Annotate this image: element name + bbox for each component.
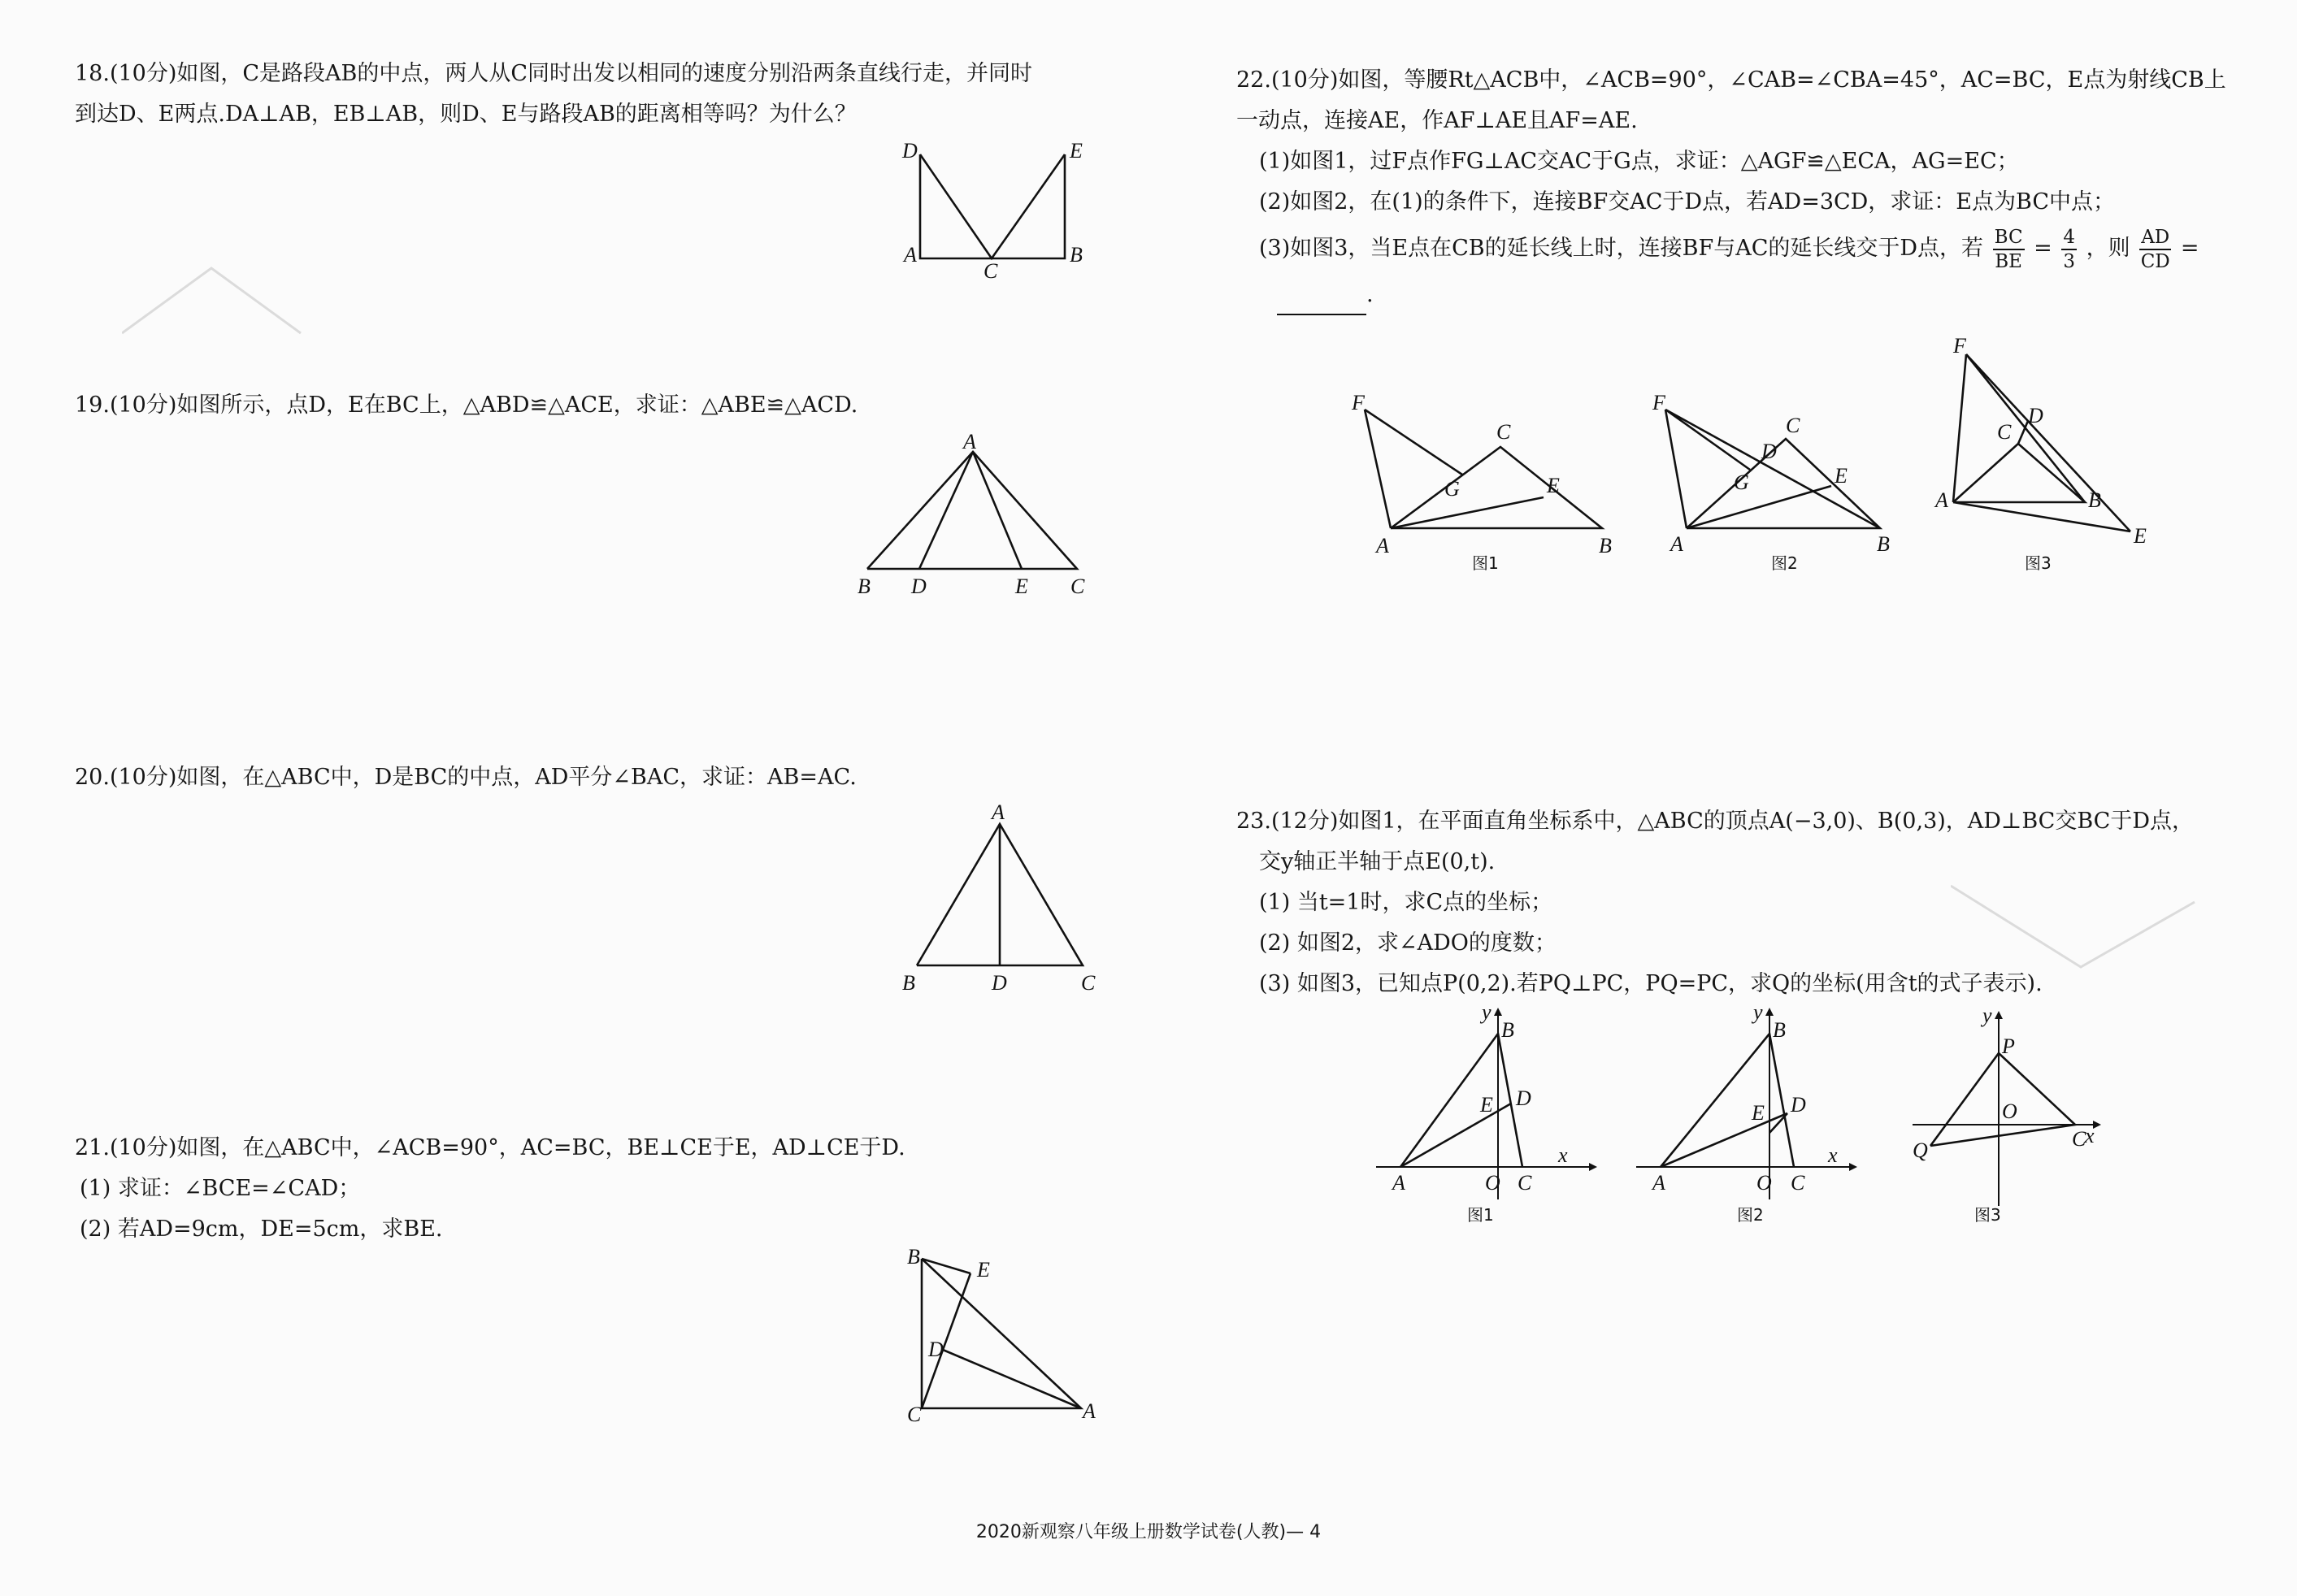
q18-line-2: 到达D、E两点.DA⊥AB，EB⊥AB，则D、E与路段AB的距离相等吗？为什么？	[75, 102, 857, 127]
q22-answer-blank-line	[1236, 275, 2226, 315]
q22-line-4: (2)如图2，在(1)的条件下，连接BF交AC于D点，若AD=3CD，求证：E点为BC中点；	[1259, 189, 2116, 215]
label-B: B	[902, 971, 915, 995]
equals-sign: =	[2034, 236, 2052, 261]
label-O: O	[2002, 1099, 2017, 1123]
q23-line-5: (3) 如图3，已知点P(0,2).若PQ⊥PC，PQ=PC，求Q的坐标(用含t的式子表示).	[1259, 971, 2043, 996]
q21-line-1: 21.(10分)如图，在△ABC中，∠ACB=90°，AC=BC，BE⊥CE于E，AD⊥CE于D.	[75, 1135, 905, 1160]
label-D: D	[2028, 404, 2043, 427]
q22-line-5	[1236, 223, 2226, 275]
caption-figure-1: 图1	[1467, 1205, 1494, 1225]
label-F: F	[1953, 334, 1966, 358]
fraction-denominator: 3	[2063, 250, 2075, 272]
fraction-bc-be	[1993, 226, 2025, 273]
label-G: G	[1444, 477, 1460, 501]
question-20	[75, 757, 857, 798]
equals-sign: =	[2180, 236, 2199, 261]
q22-figure-3	[1929, 333, 2173, 580]
blank-period: .	[1366, 282, 1374, 307]
q20-diagram	[902, 800, 1097, 995]
label-A: A	[904, 243, 917, 267]
label-E: E	[1752, 1101, 1765, 1125]
q18-figure	[902, 138, 1097, 283]
label-E: E	[977, 1258, 990, 1282]
label-C: C	[1786, 414, 1800, 437]
caption-figure-3: 图3	[1974, 1205, 2001, 1225]
label-E: E	[1015, 575, 1028, 598]
label-A: A	[1392, 1171, 1405, 1195]
fraction-denominator: CD	[2140, 250, 2170, 272]
q22-figure-1	[1352, 390, 1612, 580]
label-C: C	[983, 259, 998, 283]
label-O: O	[1756, 1171, 1772, 1195]
label-C: C	[1791, 1171, 1805, 1195]
caption-figure-2: 图2	[1737, 1205, 1764, 1225]
q23-line-1: 23.(12分)如图1，在平面直角坐标系中，△ABC的顶点A(−3,0)、B(0,3)，AD⊥BC交BC于D点，	[1236, 809, 2194, 834]
label-E: E	[1835, 464, 1848, 488]
question-22	[1236, 60, 2226, 315]
label-x: x	[1558, 1143, 1568, 1167]
fraction-numerator: 4	[2061, 226, 2077, 250]
scan-artifact	[1951, 870, 2219, 989]
label-C: C	[1081, 971, 1096, 995]
q22-figure-2	[1652, 390, 1896, 580]
q18-line-1: 18.(10分)如图，C是路段AB的中点，两人从C同时出发以相同的速度分别沿两条直线行走，并同时	[75, 61, 1033, 86]
label-C: C	[907, 1403, 922, 1426]
q23-diagram-1	[1376, 1000, 1612, 1227]
q23-figure-1	[1376, 1000, 1612, 1230]
q23-line-2: 交y轴正半轴于点E(0,t).	[1259, 849, 1496, 874]
label-A: A	[1376, 534, 1389, 557]
label-F: F	[1652, 391, 1665, 414]
q20-line-1: 20.(10分)如图，在△ABC中，D是BC的中点，AD平分∠BAC，求证：AB=AC.	[75, 765, 857, 790]
caption-figure-3: 图3	[2025, 553, 2052, 573]
label-A: A	[1083, 1399, 1096, 1423]
label-C: C	[2072, 1127, 2086, 1151]
label-E: E	[1480, 1093, 1493, 1117]
q19-diagram	[858, 431, 1101, 601]
question-21	[75, 1128, 905, 1250]
q21-diagram	[902, 1247, 1105, 1430]
label-C: C	[1518, 1171, 1532, 1195]
label-A: A	[1935, 488, 1948, 512]
q23-diagram-3	[1913, 1004, 2124, 1227]
q19-line-1: 19.(10分)如图所示，点D，E在BC上，△ABD≌△ACE，求证：△ABE≌△ACD.	[75, 392, 858, 418]
label-F: F	[1352, 391, 1365, 414]
label-P: P	[2002, 1034, 2015, 1058]
label-A: A	[1652, 1171, 1665, 1195]
q23-diagram-2	[1636, 1000, 1872, 1227]
label-B: B	[907, 1245, 920, 1269]
label-E: E	[2134, 524, 2147, 548]
label-D: D	[992, 971, 1007, 995]
q18-diagram	[902, 138, 1097, 283]
label-A: A	[992, 800, 1005, 824]
scan-artifact	[122, 252, 390, 355]
answer-blank	[1277, 293, 1366, 315]
fraction-denominator: BE	[1995, 250, 2022, 272]
label-B: B	[1877, 532, 1890, 556]
q23-figure-2	[1636, 1000, 1872, 1230]
label-y: y	[1482, 1000, 1492, 1024]
label-C: C	[1997, 420, 2012, 444]
q22-then: ，则	[2086, 236, 2130, 261]
label-O: O	[1485, 1171, 1500, 1195]
label-E: E	[1547, 474, 1560, 497]
q23-figure-3	[1913, 1004, 2124, 1230]
q22-diagram-1	[1352, 390, 1612, 577]
q22-line-1: 22.(10分)如图，等腰Rt△ACB中，∠ACB=90°，∠CAB=∠CBA=45°，AC=BC，E点为射线CB上	[1236, 67, 2226, 93]
label-B: B	[1773, 1018, 1786, 1042]
caption-figure-1: 图1	[1472, 553, 1499, 573]
label-D: D	[1761, 440, 1777, 463]
caption-figure-2: 图2	[1771, 553, 1798, 573]
q21-line-2: (1) 求证：∠BCE=∠CAD；	[80, 1176, 361, 1201]
fraction-ad-cd	[2139, 226, 2171, 273]
label-D: D	[911, 575, 927, 598]
label-x: x	[2085, 1124, 2095, 1147]
label-B: B	[1599, 534, 1612, 557]
label-E: E	[1070, 139, 1083, 163]
q23-line-3: (1) 当t=1时，求C点的坐标；	[1259, 890, 1553, 915]
q22-diagram-3	[1929, 333, 2173, 577]
label-C: C	[1070, 575, 1085, 598]
label-y: y	[1982, 1004, 1992, 1027]
label-D: D	[1516, 1086, 1531, 1110]
fraction-numerator: BC	[1993, 226, 2025, 250]
q22-line-3: (1)如图1，过F点作FG⊥AC交AC于G点，求证：△AGF≌△ECA，AG=EC；	[1259, 149, 2019, 174]
label-B: B	[1501, 1018, 1514, 1042]
fraction-numerator: AD	[2139, 226, 2171, 250]
q19-figure	[858, 431, 1101, 605]
question-18	[75, 54, 1032, 135]
label-D: D	[902, 139, 918, 163]
left-page	[0, 0, 1148, 1596]
fraction-4-3	[2061, 226, 2077, 273]
label-x: x	[1828, 1143, 1838, 1167]
label-Q: Q	[1913, 1138, 1928, 1162]
label-D: D	[1791, 1093, 1806, 1117]
q23-line-4: (2) 如图2，求∠ADO的度数；	[1259, 930, 1557, 956]
label-C: C	[1496, 420, 1511, 444]
label-G: G	[1734, 471, 1749, 494]
right-page	[1148, 0, 2297, 1596]
q22-line-2: 一动点，连接AE，作AF⊥AE且AF=AE.	[1236, 108, 1638, 133]
question-19	[75, 385, 858, 426]
q22-line-5-text: (3)如图3，当E点在CB的延长线上时，连接BF与AC的延长线交于D点，若	[1259, 236, 1984, 261]
label-B: B	[2088, 488, 2101, 512]
q21-line-3: (2) 若AD=9cm，DE=5cm，求BE.	[80, 1217, 443, 1242]
q21-figure	[902, 1247, 1105, 1433]
label-D: D	[928, 1338, 944, 1361]
label-A: A	[963, 430, 976, 453]
page-footer: 2020新观察八年级上册数学试卷(人教)— 4	[975, 1522, 1322, 1542]
label-B: B	[858, 575, 871, 598]
q20-figure	[902, 800, 1097, 998]
label-y: y	[1753, 1000, 1763, 1024]
label-B: B	[1070, 243, 1083, 267]
label-A: A	[1670, 532, 1683, 556]
q22-diagram-2	[1652, 390, 1896, 577]
